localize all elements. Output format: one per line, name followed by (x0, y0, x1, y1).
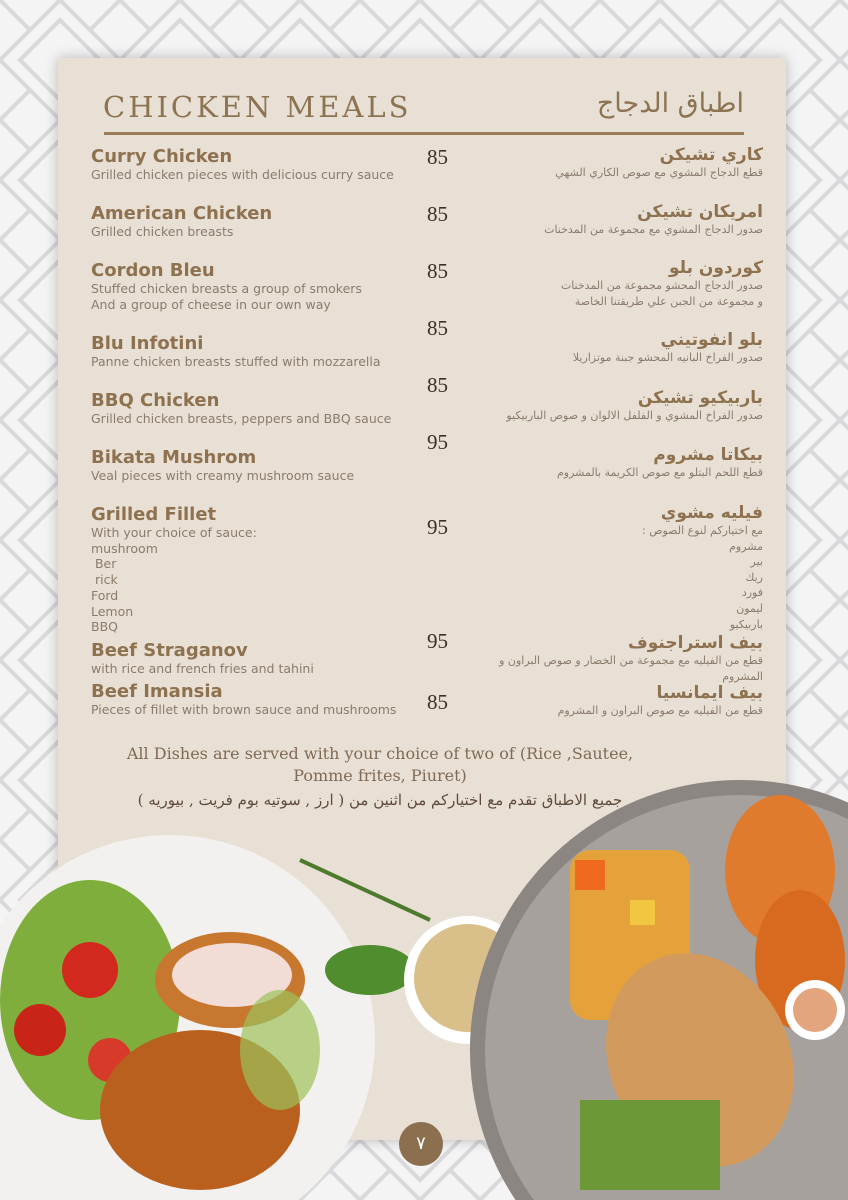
item-desc: With your choice of sauce: mushroom Ber rick Ford Lemon BBQ (91, 525, 257, 635)
item-name: American Chicken (91, 203, 273, 224)
item-price: 95 (427, 515, 448, 539)
item-desc: Pieces of fillet with brown sauce and mushrooms (91, 702, 397, 717)
item-name-ar: كوردون بلو (668, 258, 763, 278)
item-desc: Veal pieces with creamy mushroom sauce (91, 468, 355, 483)
item-name: Beef Straganov (91, 640, 248, 661)
item-price: 95 (427, 629, 448, 653)
menu-item-ar (506, 389, 763, 424)
menu-item-ar (555, 146, 763, 181)
sides-note-en: All Dishes are served with your choice of two of (Rice ,Sautee, Pomme frites, Piuret) (126, 744, 634, 785)
item-name: BBQ Chicken (91, 390, 220, 411)
item-desc-ar: قطع اللحم البتلو مع صوص الكريمة بالمشروم (556, 466, 763, 479)
title-divider (104, 132, 744, 135)
item-desc: Stuffed chicken breasts a group of smokers And a group of cheese in our own way (91, 281, 362, 312)
item-name: Grilled Fillet (91, 504, 217, 525)
menu-item-beef-straganov (91, 641, 314, 677)
item-desc: with rice and french fries and tahini (91, 661, 314, 676)
menu-item-ar (544, 203, 763, 238)
item-desc-ar: قطع الدجاج المشوي مع صوص الكاري الشهي (555, 166, 763, 179)
menu-item-ar (561, 259, 763, 309)
item-name: Bikata Mushrom (91, 447, 257, 468)
item-desc-ar: صدور الفراخ المشوي و الفلفل الالوان و صوص الباربيكيو (506, 409, 763, 422)
item-name-ar: باربيكيو تشيكن (637, 388, 763, 408)
item-name-ar: امريكان تشيكن (637, 202, 763, 222)
right-plate-image (470, 780, 848, 1200)
item-price: 95 (427, 430, 448, 454)
item-desc: Grilled chicken pieces with delicious curry sauce (91, 167, 394, 182)
item-name-ar: كاري تشيكن (659, 145, 763, 165)
item-name-ar: بيف استراجنوف (628, 633, 763, 653)
menu-item-cordon-bleu (91, 261, 362, 312)
menu-item-ar (557, 446, 763, 481)
item-name-ar: بلو انفوتيني (660, 330, 763, 350)
section-title-en: CHICKEN MEALS (103, 90, 412, 124)
item-desc: Panne chicken breasts stuffed with mozzarella (91, 354, 381, 369)
menu-item-american-chicken (91, 204, 272, 240)
item-desc-ar: قطع من الفيليه مع صوص البراون و المشروم (557, 704, 763, 717)
item-desc: Grilled chicken breasts, peppers and BBQ sauce (91, 411, 392, 426)
menu-item-blu-infotini (91, 334, 381, 370)
item-name: Beef Imansia (91, 681, 223, 702)
item-price: 85 (427, 202, 448, 226)
menu-item-grilled-fillet (91, 505, 257, 635)
item-price: 85 (427, 145, 448, 169)
item-desc-ar: صدور الدجاج المحشو مجموعة من المدخنات و مجموعة من الجبن علي طريقتنا الخاصة (560, 279, 763, 308)
menu-item-ar (642, 504, 763, 632)
item-price: 85 (427, 259, 448, 283)
menu-item-bbq-chicken (91, 391, 391, 427)
item-price: 85 (427, 316, 448, 340)
left-plate-image (0, 835, 375, 1200)
item-price: 85 (427, 373, 448, 397)
sides-note-ar: جميع الاطباق تقدم مع اختياركم من اثنين من ( ارز , سوتيه بوم فريت , بيوريه ) (137, 791, 623, 809)
item-name: Blu Infotini (91, 333, 204, 354)
item-name: Curry Chicken (91, 146, 233, 167)
item-desc: Grilled chicken breasts (91, 224, 234, 239)
item-name-ar: بيكاتا مشروم (653, 445, 763, 465)
item-desc-ar: مع اختياركم لنوع الصوص : مشروم بير ريك فورد ليمون باربيكيو (642, 524, 763, 631)
menu-item-bikata-mushrom (91, 448, 354, 484)
item-price: 85 (427, 690, 448, 714)
section-title-ar: اطباق الدجاج (596, 88, 744, 119)
page-number: ٧ (399, 1122, 443, 1166)
menu-item-ar (558, 684, 763, 719)
item-desc-ar: صدور الفراخ البانيه المحشو جبنة موتزاريلا (572, 351, 763, 364)
item-name: Cordon Bleu (91, 260, 215, 281)
menu-item-ar (573, 331, 763, 366)
item-desc-ar: قطع من الفيليه مع مجموعة من الخضار و صوص البراون و المشروم (499, 654, 763, 683)
item-name-ar: بيف ايمانسيا (656, 683, 763, 703)
item-name-ar: فيليه مشوي (660, 503, 763, 523)
item-desc-ar: صدور الدجاج المشوي مع مجموعة من المدخنات (544, 223, 763, 236)
menu-item-curry-chicken (91, 147, 394, 183)
menu-item-beef-imansia (91, 682, 396, 718)
menu-item-ar (499, 634, 763, 684)
